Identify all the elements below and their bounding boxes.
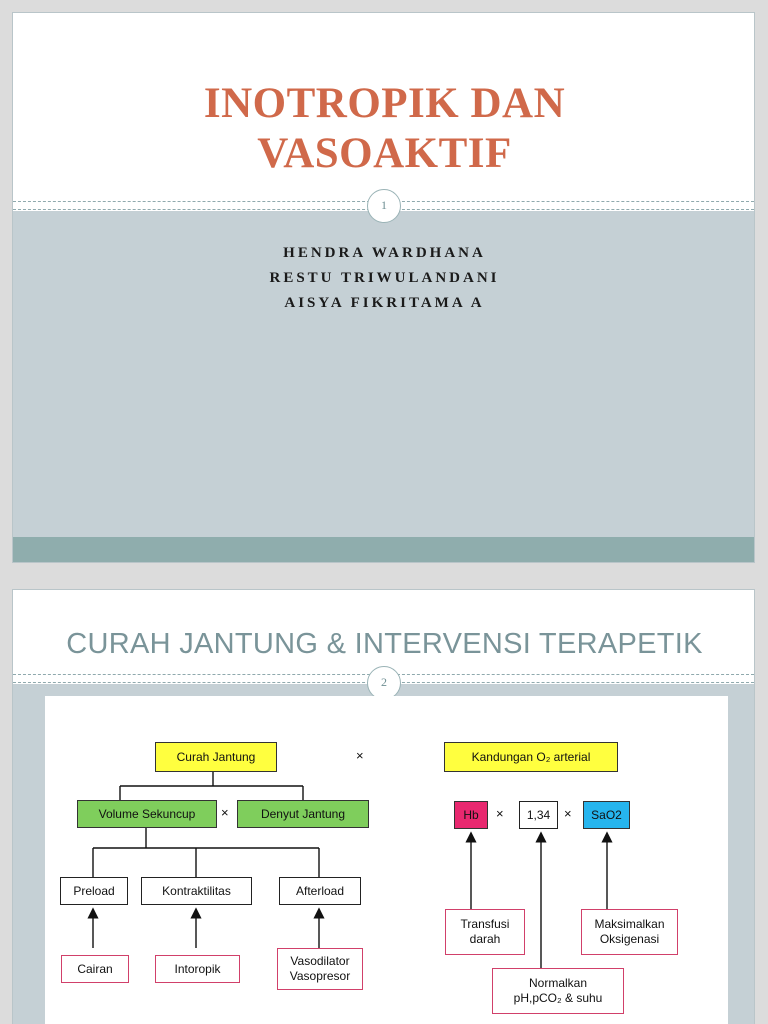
transfusi-darah-box	[445, 909, 525, 955]
maksimalkan-oksigenasi-box	[581, 909, 678, 955]
box-line: Oksigenasi	[599, 932, 660, 946]
normalkan-box	[492, 968, 624, 1014]
denyut-jantung-box: Denyut Jantung	[237, 800, 369, 828]
curah-jantung-box: Curah Jantung	[155, 742, 277, 772]
kontraktilitas-box: Kontraktilitas	[141, 877, 252, 905]
box-line: pH,pCO₂ & suhu	[513, 991, 603, 1005]
konstanta-box: 1,34	[519, 801, 558, 829]
author-name: AISYA FIKRITAMA A	[284, 295, 485, 311]
afterload-box: Afterload	[279, 877, 361, 905]
volume-sekuncup-box: Volume Sekuncup	[77, 800, 217, 828]
box-line: darah	[469, 932, 501, 946]
author-name: HENDRA WARDHANA	[283, 245, 486, 261]
preload-box: Preload	[60, 877, 128, 905]
slide-title: CURAH JANTUNG & INTERVENSI TERAPETIK	[66, 628, 703, 660]
box-line: Maksimalkan	[594, 917, 665, 931]
vasodilator-vasopresor-box	[277, 948, 363, 990]
box-line: Vasodilator	[290, 954, 350, 968]
author-name: RESTU TRIWULANDANI	[269, 270, 500, 286]
kandungan-o2-box: Kandungan O₂ arterial	[444, 742, 618, 772]
slide-number-badge: 1	[367, 189, 401, 223]
box-line: Transfusi	[460, 917, 510, 931]
slide-title	[13, 79, 755, 179]
box-line: Normalkan	[528, 976, 588, 990]
multiply-sign: ×	[356, 748, 364, 763]
footer-band	[13, 537, 755, 563]
author-list	[13, 241, 755, 316]
sao2-box: SaO2	[583, 801, 630, 829]
box-line: Vasopresor	[289, 969, 351, 983]
multiply-sign: ×	[221, 805, 229, 820]
hb-box: Hb	[454, 801, 488, 829]
cairan-box: Cairan	[61, 955, 129, 983]
slide-number-badge: 2	[367, 666, 401, 700]
title-line-1: INOTROPIK DAN	[203, 80, 566, 127]
multiply-sign: ×	[564, 806, 572, 821]
title-slide	[12, 12, 755, 563]
content-slide	[12, 589, 755, 1024]
title-line-2: VASOAKTIF	[257, 130, 512, 177]
intoropik-box: Intoropik	[155, 955, 240, 983]
multiply-sign: ×	[496, 806, 504, 821]
